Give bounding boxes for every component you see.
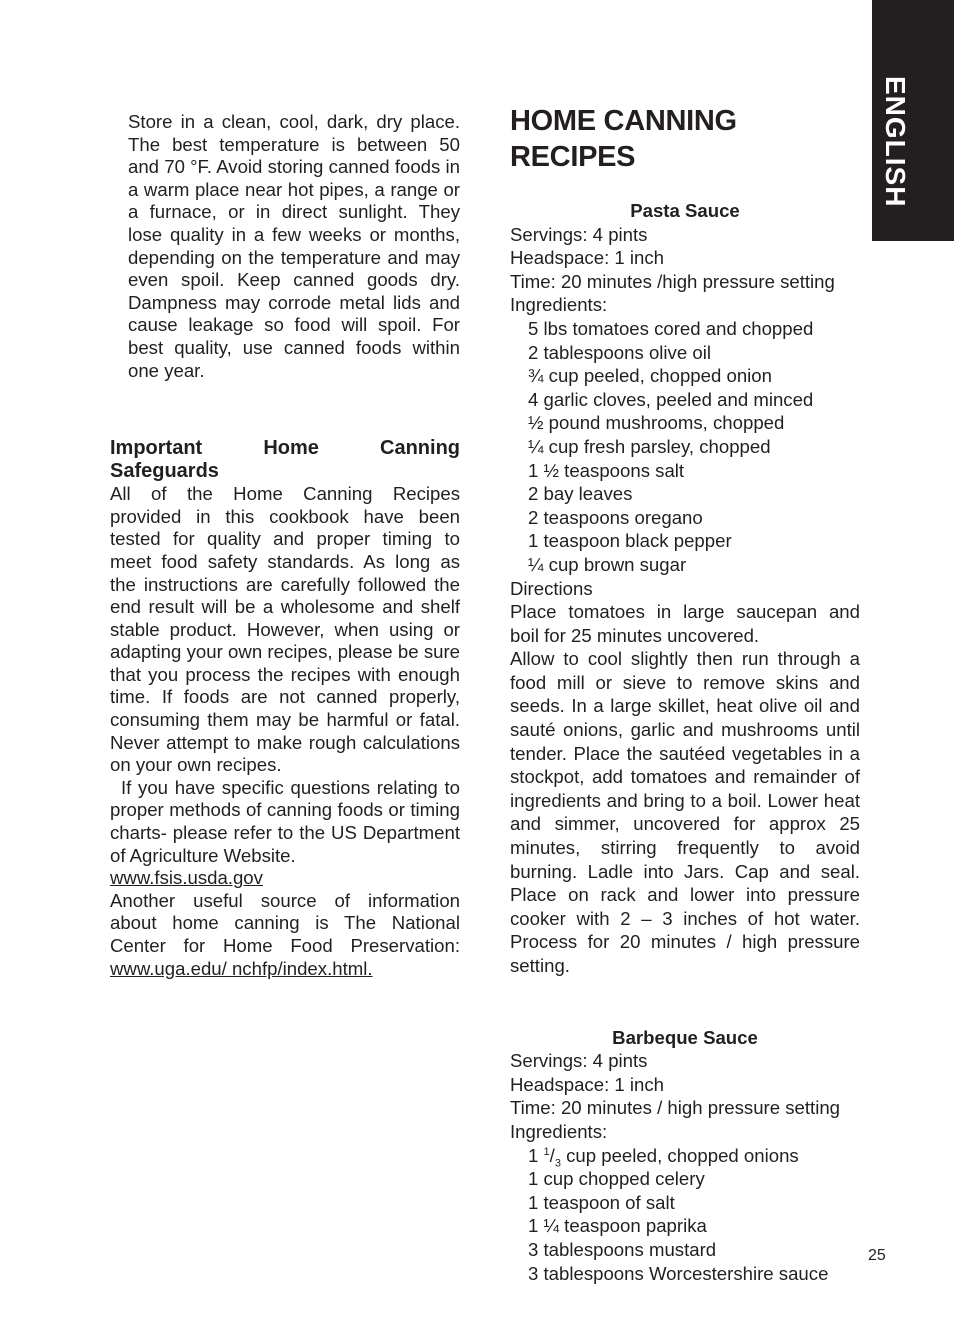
time-value: 20 minutes /high pressure setting bbox=[555, 270, 835, 292]
bbq-servings bbox=[510, 1049, 860, 1073]
barbeque-sauce-title: Barbeque Sauce bbox=[612, 1026, 758, 1048]
pasta-ingredients-label: Ingredients: bbox=[510, 294, 608, 316]
language-tab-label bbox=[883, 76, 911, 138]
headspace-value: 1 inch bbox=[609, 1073, 665, 1095]
ingredient-item: 5 lbs tomatoes cored and chopped bbox=[528, 317, 814, 339]
ingredient-item: 3 tablespoons Worcestershire sauce bbox=[528, 1262, 829, 1284]
servings-value: 4 pints bbox=[587, 223, 648, 245]
fraction-numerator: 1 bbox=[543, 1145, 550, 1158]
headspace-value: 1 inch bbox=[609, 247, 665, 269]
ingredient-item: ¾ cup peeled, chopped onion bbox=[528, 365, 772, 387]
safeguards-paragraph-2: If you have specific questions relating to proper methods of canning foods or timing charts- please refer to the US Department of Agriculture Website. bbox=[110, 776, 460, 866]
nchfp-paragraph bbox=[110, 890, 460, 980]
ingredient-item: ¼ cup fresh parsley, chopped bbox=[528, 435, 771, 457]
servings-label: Servings: bbox=[510, 223, 588, 245]
ingredient-item: 4 garlic cloves, peeled and minced bbox=[528, 388, 814, 410]
time-value: 20 minutes / high pressure setting bbox=[555, 1097, 841, 1119]
safeguards-heading: Important Home Canning Safeguards bbox=[110, 437, 460, 483]
pasta-directions-paragraph-2: Allow to cool slightly then run through a food mill or sieve to remove skins and seeds. In a large skillet, heat olive oil and sauté onions, garlic and mushrooms until tender. Place the sautéed vegetables in a stockpot, add tomatoes and remainder of ingredients and bring to a boil. Lower heat and simmer, uncovered for approx 25 minutes, stirring frequently to avoid burning. Ladle into Jars. Cap and seal. Place on rack and lower into pressure cooker with 2 – 3 inches of hot water. Process for 20 minutes / high pressure setting. bbox=[510, 648, 860, 976]
right-column bbox=[510, 103, 860, 1285]
ingredient-item: 3 tablespoons mustard bbox=[528, 1238, 717, 1260]
nchfp-link[interactable]: www.uga.edu/ nchfp/index.html. bbox=[110, 957, 373, 979]
headspace-label: Headspace: bbox=[510, 1073, 610, 1095]
pasta-servings bbox=[510, 223, 860, 247]
pasta-headspace bbox=[510, 246, 860, 270]
pasta-ingredient-list bbox=[510, 317, 860, 577]
usda-link-line bbox=[110, 867, 460, 890]
bbq-ingredient-list bbox=[510, 1144, 860, 1286]
bbq-ingredients-label: Ingredients: bbox=[510, 1120, 608, 1142]
pasta-time bbox=[510, 270, 860, 294]
fraction-denominator: 3 bbox=[554, 1157, 561, 1170]
servings-value: 4 pints bbox=[587, 1050, 648, 1072]
ingredient-item: 1 cup chopped celery bbox=[528, 1168, 705, 1190]
ingredient-item: 2 teaspoons oregano bbox=[528, 506, 703, 528]
fraction-slash: / bbox=[549, 1144, 555, 1166]
pasta-sauce-title: Pasta Sauce bbox=[630, 200, 740, 221]
ingredient-item: 2 bay leaves bbox=[528, 483, 633, 505]
fraction-whole: 1 bbox=[528, 1144, 544, 1166]
pasta-sauce-recipe bbox=[510, 199, 860, 978]
ingredient-item bbox=[528, 1144, 860, 1168]
pasta-directions-label: Directions bbox=[510, 577, 593, 599]
storage-paragraph: Store in a clean, cool, dark, dry place. The best temperature is between 50 and 70 °F. Avoid storing canned foods in a warm place near hot pipes, a range or a furnace, or in direct sunlight. They lose quality in a few weeks or months, depending on the temperature and may even spoil. Keep canned goods dry. Dampness may corrode metal lids and cause leakage so food will spoil. For best quality, use canned foods within one year. bbox=[128, 111, 460, 381]
ingredient-rest: cup peeled, chopped onions bbox=[560, 1144, 799, 1166]
nchfp-text: Another useful source of information about home canning is The National Center for Home Food Preservation: bbox=[110, 889, 460, 956]
left-column bbox=[110, 111, 460, 980]
ingredient-item: 1 ½ teaspoons salt bbox=[528, 459, 685, 481]
recipe-spacer bbox=[510, 978, 860, 1026]
ingredient-item: ½ pound mushrooms, chopped bbox=[528, 412, 785, 434]
ingredient-item: 1 teaspoon black pepper bbox=[528, 530, 732, 552]
ingredient-item: 1 ¼ teaspoon paprika bbox=[528, 1215, 707, 1237]
time-label: Time: bbox=[510, 270, 556, 292]
bbq-headspace bbox=[510, 1073, 860, 1097]
page-title: HOME CANNING RECIPES bbox=[510, 105, 737, 173]
usda-link[interactable]: www.fsis.usda.gov bbox=[110, 867, 263, 889]
pasta-directions-paragraph-1: Place tomatoes in large saucepan and boil for 25 minutes uncovered. bbox=[510, 601, 860, 646]
time-label: Time: bbox=[510, 1097, 556, 1119]
servings-label: Servings: bbox=[510, 1050, 588, 1072]
ingredient-item: 1 teaspoon of salt bbox=[528, 1191, 675, 1213]
ingredient-item: ¼ cup brown sugar bbox=[528, 553, 687, 575]
barbeque-sauce-recipe bbox=[510, 1026, 860, 1286]
safeguards-paragraph-1: All of the Home Canning Recipes provided in this cookbook have been tested for quality and proper timing to meet food safety standards. As long as the instructions are carefully followed the end result will be a wholesome and shelf stable product. However, when using or adapting your own recipes, please be sure that you process the recipes with enough time. If foods are not canned properly, consuming them may be harmful or fatal. Never attempt to make rough calculations on your own recipes. bbox=[110, 483, 460, 776]
headspace-label: Headspace: bbox=[510, 247, 610, 269]
ingredient-item: 2 tablespoons olive oil bbox=[528, 341, 711, 363]
bbq-time bbox=[510, 1096, 860, 1120]
page-number: 25 bbox=[868, 1247, 886, 1264]
